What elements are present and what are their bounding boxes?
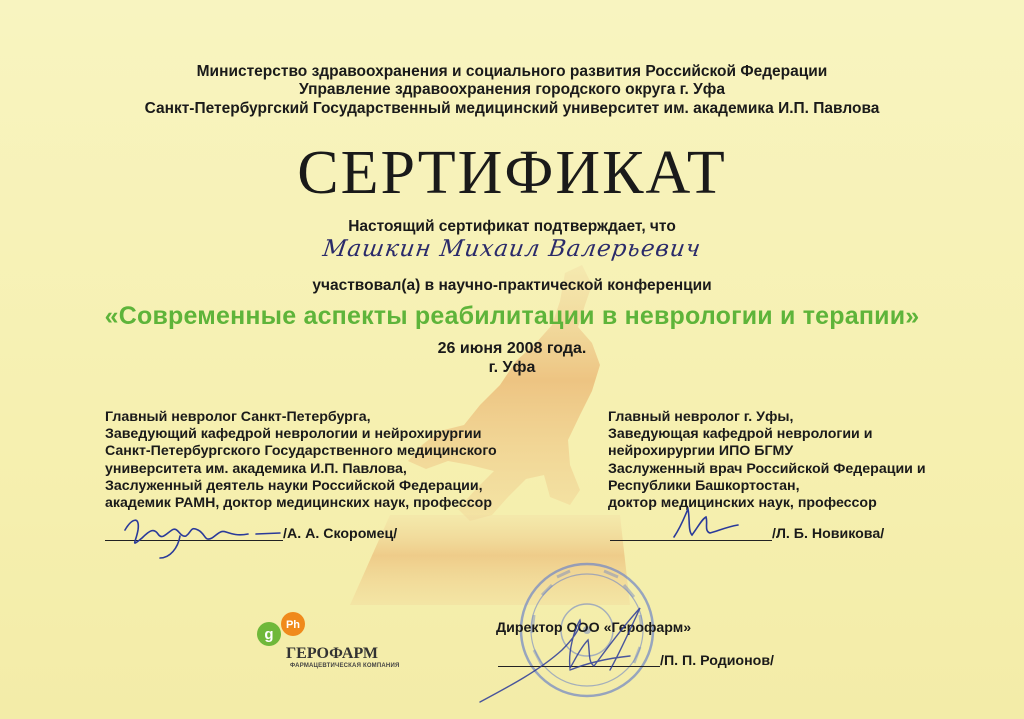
signature-right: [668, 505, 748, 545]
credential-line: Заведующий кафедрой неврологии и нейрохирургии: [105, 426, 482, 443]
logo-name: ГЕРОФАРМ: [286, 645, 379, 662]
confirms-text: Настоящий сертификат подтверждает, что: [348, 218, 676, 235]
recipient-name: Машкин Михаил Валерьевич: [321, 236, 703, 262]
signatory-left-name: /А. А. Скоромец/: [283, 526, 398, 542]
credential-line: Главный невролог Санкт-Петербурга,: [105, 409, 371, 425]
director-title: Директор ООО «Герофарм»: [496, 620, 692, 636]
logo-mark-ph: Ph: [285, 619, 301, 631]
credential-line: Заслуженный деятель науки Российской Федерации,: [105, 477, 483, 494]
credential-line: Санкт-Петербургского Государственного медицинского: [105, 443, 497, 460]
event-date: 26 июня 2008 года.: [437, 340, 587, 357]
signature-director: [470, 590, 670, 710]
credential-line: доктор медицинских наук, профессор: [608, 495, 877, 512]
conference-title: «Современные аспекты реабилитации в неврологии и терапии»: [104, 302, 920, 330]
logo-subtitle: ФАРМАЦЕВТИЧЕСКАЯ КОМПАНИЯ: [290, 663, 400, 669]
signatory-right-name: /Л. Б. Новикова/: [772, 526, 885, 542]
certificate-title: СЕРТИФИКАТ: [297, 139, 727, 207]
credential-line: Главный невролог г. Уфы,: [608, 409, 794, 425]
event-city: г. Уфа: [488, 359, 536, 376]
header-university: Санкт-Петербургский Государственный медицинский университет им. академика И.П. Павлова: [144, 100, 880, 117]
participation-text: участвовал(а) в научно-практической конференции: [312, 277, 712, 294]
credential-line: Республики Башкортостан,: [608, 477, 800, 494]
signatory-right-credentials: [608, 409, 926, 512]
header-department: Управление здравоохранения городского округа г. Уфа: [299, 81, 725, 98]
credential-line: университета им. академика И.П. Павлова,: [105, 460, 407, 477]
credential-line: нейрохирургии ИПО БГМУ: [608, 443, 794, 460]
director-name: /П. П. Родионов/: [660, 653, 774, 669]
credential-line: Заслуженный врач Российской Федерации и: [608, 460, 926, 477]
header-ministry: Министерство здравоохранения и социального развития Российской Федерации: [196, 63, 828, 80]
logo-mark-g: g: [264, 626, 274, 643]
signatory-left-credentials: [105, 409, 497, 512]
credential-line: академик РАМН, доктор медицинских наук, профессор: [105, 495, 493, 512]
credential-line: Заведующая кафедрой неврологии и: [608, 426, 873, 443]
signature-left: [120, 508, 290, 568]
